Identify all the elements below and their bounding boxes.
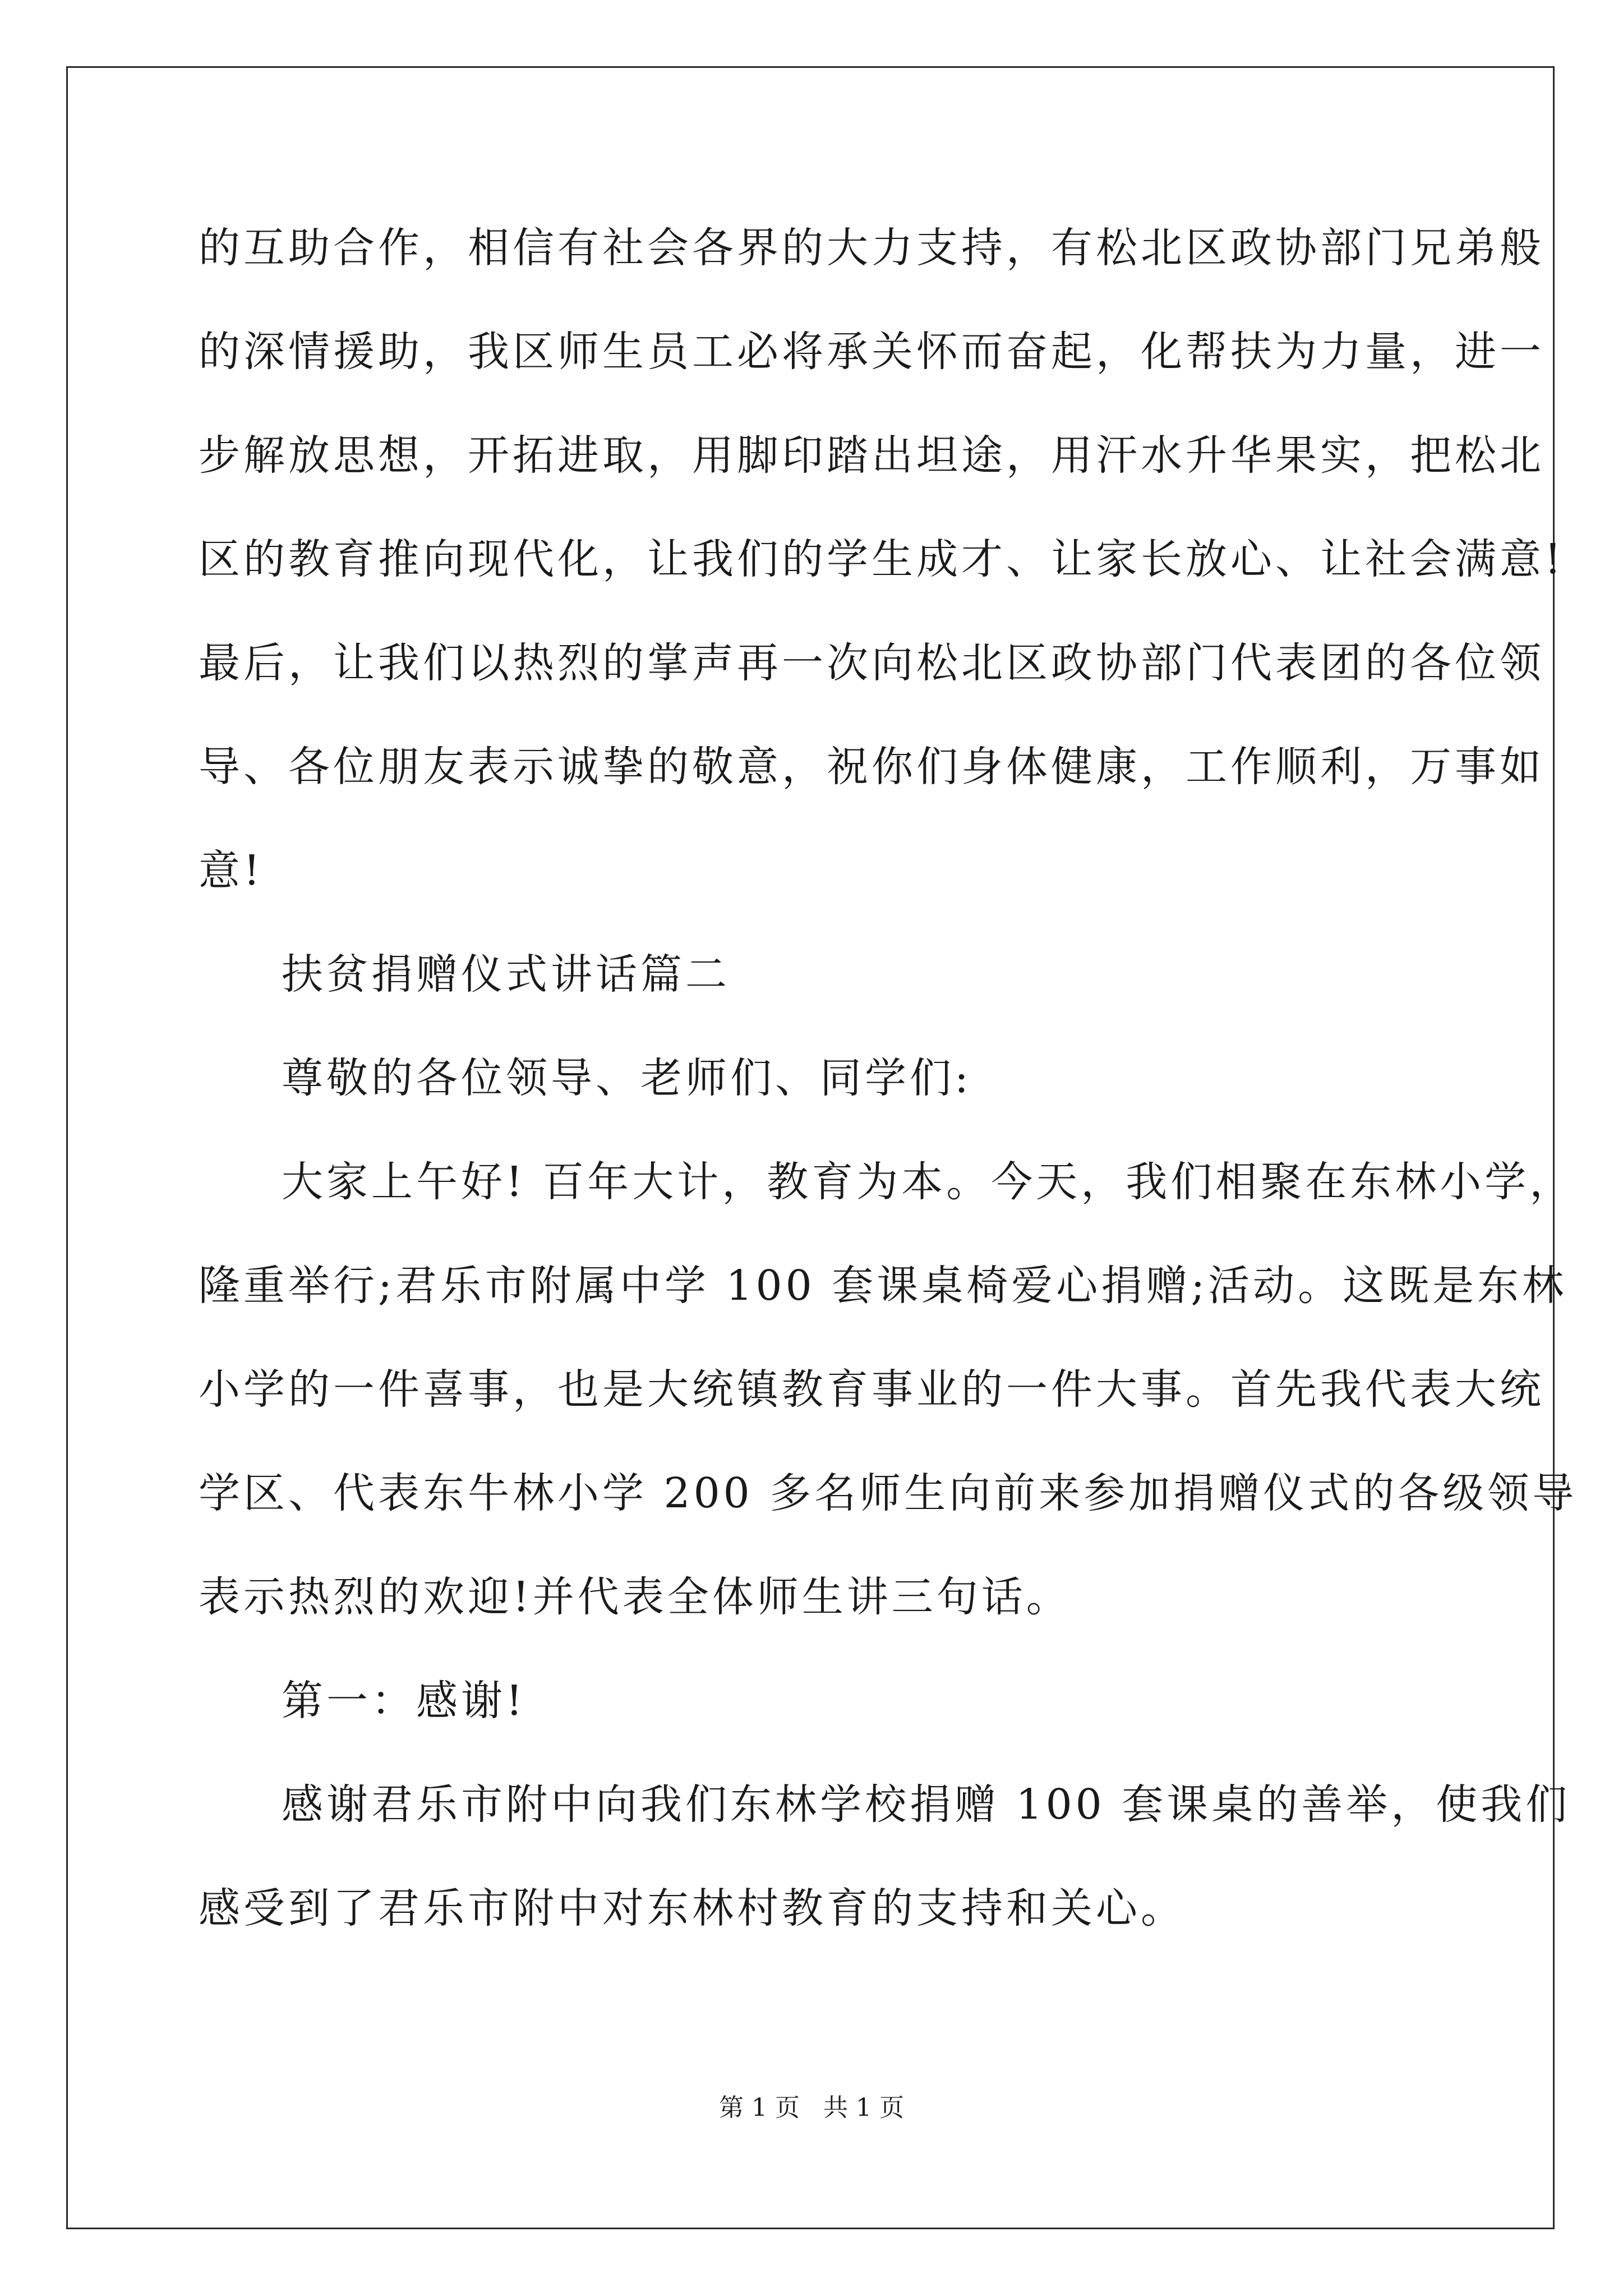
page-number: 第 1 页 xyxy=(719,2093,800,2122)
text-line: 表示热烈的欢迎!并代表全体师生讲三句话。 xyxy=(199,1573,1071,1621)
page-total: 共 1 页 xyxy=(823,2093,904,2122)
text-line: 隆重举行;君乐市附属中学 100 套课桌椅爱心捐赠;活动。这既是东林 xyxy=(199,1262,1567,1310)
page-footer xyxy=(0,2091,1623,2125)
salutation: 尊敬的各位领导、老师们、同学们: xyxy=(282,1054,972,1102)
text-line: 小学的一件喜事，也是大统镇教育事业的一件大事。首先我代表大统 xyxy=(199,1365,1544,1414)
text-line: 的互助合作，相信有社会各界的大力支持，有松北区政协部门兄弟般 xyxy=(199,224,1544,272)
section-heading: 扶贫捐赠仪式讲话篇二 xyxy=(282,950,730,999)
text-line: 意! xyxy=(199,846,264,895)
text-line: 最后，让我们以热烈的掌声再一次向松北区政协部门代表团的各位领 xyxy=(199,639,1544,687)
text-line: 学区、代表东牛林小学 200 多名师生向前来参加捐赠仪式的各级领导 xyxy=(199,1469,1578,1517)
text-line: 区的教育推向现代化，让我们的学生成才、让家长放心、让社会满意! xyxy=(199,535,1565,583)
text-line: 感受到了君乐市附中对东林村教育的支持和关心。 xyxy=(199,1884,1186,1932)
text-line: 导、各位朋友表示诚挚的敬意，祝你们身体健康，工作顺利，万事如 xyxy=(199,743,1544,791)
text-line: 大家上午好! 百年大计，教育为本。今天，我们相聚在东林小学， xyxy=(282,1158,1575,1206)
subheading: 第一：感谢! xyxy=(282,1677,526,1725)
text-line: 的深情援助，我区师生员工必将承关怀而奋起，化帮扶为力量，进一 xyxy=(199,328,1544,376)
text-line: 步解放思想，开拓进取，用脚印踏出坦途，用汗水升华果实，把松北 xyxy=(199,431,1544,480)
text-line: 感谢君乐市附中向我们东林学校捐赠 100 套课桌的善举，使我们 xyxy=(282,1780,1571,1829)
